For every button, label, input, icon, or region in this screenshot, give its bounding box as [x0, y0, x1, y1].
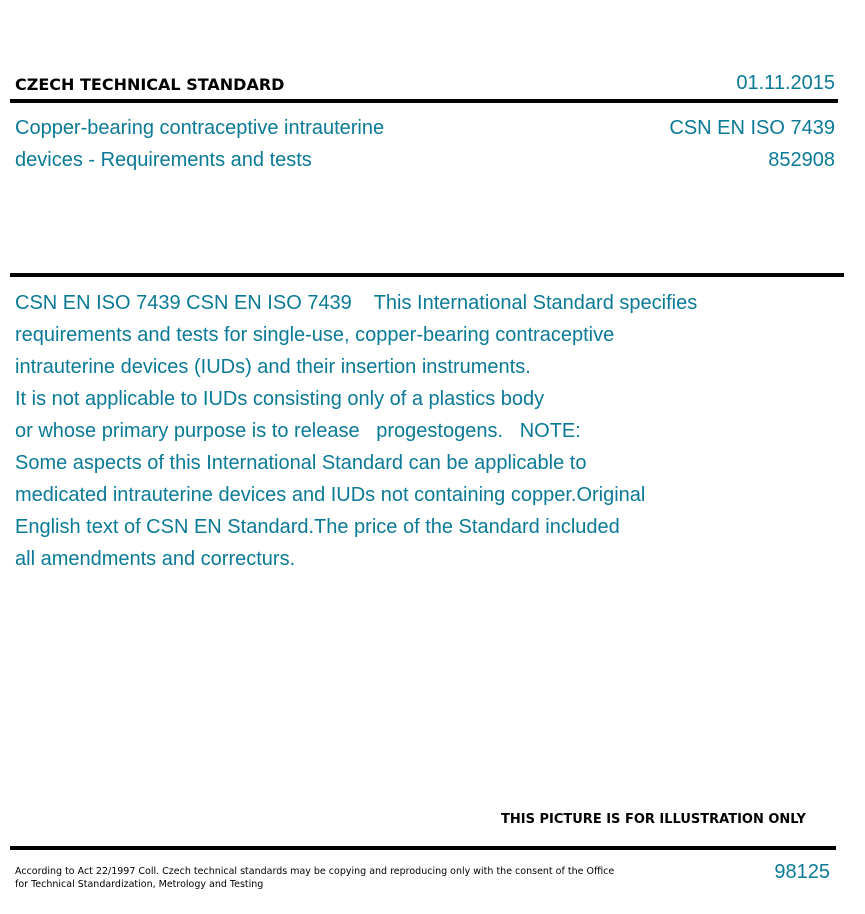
- footer-divider: [10, 846, 836, 850]
- catalog-number: 852908: [768, 149, 835, 171]
- title-divider: [10, 273, 844, 277]
- description-line: or whose primary purpose is to release progestogens. NOTE:: [15, 420, 581, 442]
- illustration-notice: THIS PICTURE IS FOR ILLUSTRATION ONLY: [501, 812, 806, 827]
- description-body: [15, 287, 815, 575]
- standard-code: CSN EN ISO 7439: [669, 117, 835, 139]
- footer-code: 98125: [774, 861, 830, 883]
- title-line-2: devices - Requirements and tests: [15, 149, 312, 171]
- legal-line: According to Act 22/1997 Coll. Czech technical standards may be copying and reproducing only with the consent of the Office: [15, 866, 615, 877]
- description-line: all amendments and correcturs.: [15, 548, 296, 570]
- description-line: English text of CSN EN Standard.The price of the Standard included: [15, 516, 620, 538]
- description-line: medicated intrauterine devices and IUDs not containing copper.Original: [15, 484, 646, 506]
- description-line: requirements and tests for single-use, copper-bearing contraceptive: [15, 324, 615, 346]
- document-type-label: CZECH TECHNICAL STANDARD: [15, 75, 285, 94]
- title-line-1: Copper-bearing contraceptive intrauterine: [15, 117, 385, 139]
- publication-date: 01.11.2015: [736, 72, 835, 94]
- header-divider: [10, 99, 838, 103]
- description-line: intrauterine devices (IUDs) and their insertion instruments.: [15, 356, 531, 378]
- legal-notice: [15, 865, 615, 891]
- legal-line: for Technical Standardization, Metrology and Testing: [15, 879, 264, 890]
- description-line: It is not applicable to IUDs consisting only of a plastics body: [15, 388, 545, 410]
- description-line: Some aspects of this International Standard can be applicable to: [15, 452, 587, 474]
- description-line: CSN EN ISO 7439 CSN EN ISO 7439 This International Standard specifies: [15, 292, 698, 314]
